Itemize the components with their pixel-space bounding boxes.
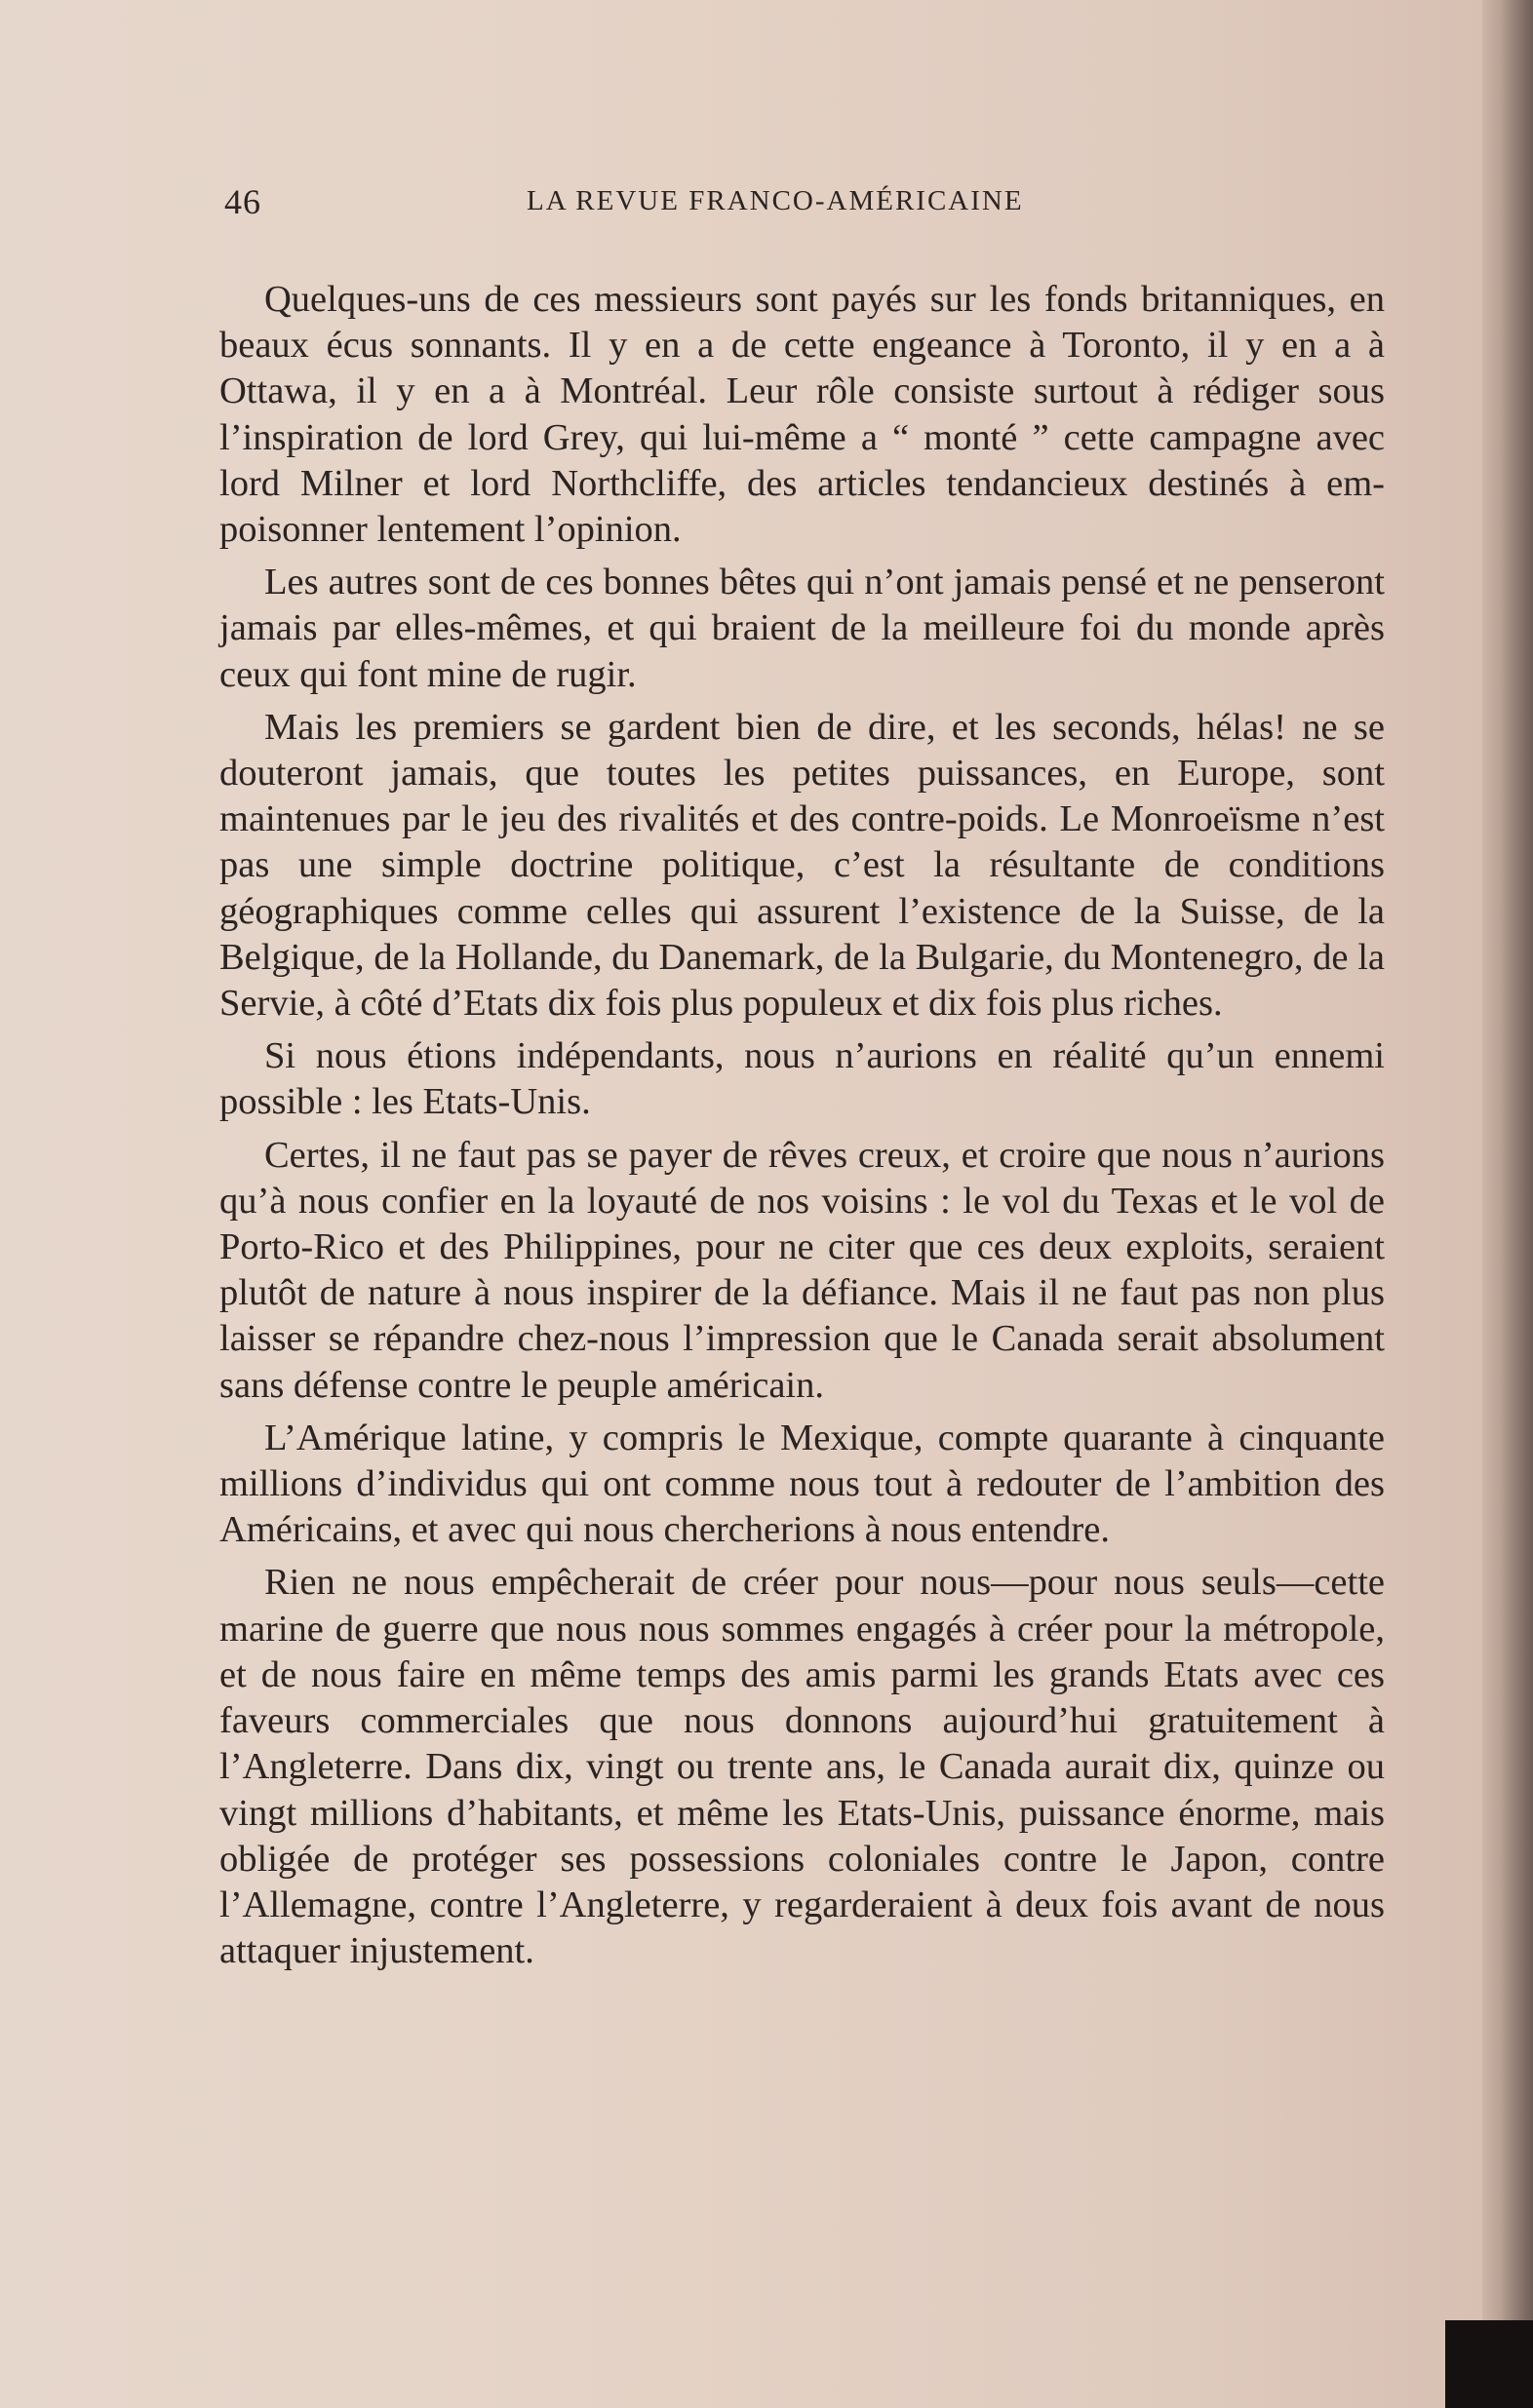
paragraph: Certes, il ne faut pas se payer de rêves creux, et croire que nous n’aurions qu’à nous confier en la loyauté de nos voisins : le vol du Texas et le vol de Porto-Rico et des Philippines, pour ne citer que ces deux exploits, seraient plutôt de nature à nous inspirer de la défiance. Mais il ne faut pas non plus laisser se répandre chez-nous l’impression que le Canada serait absolument sans défense contre le peuple américain. [219, 1134, 1385, 1406]
article-body [219, 277, 1385, 1974]
paragraph: Mais les premiers se gardent bien de dire, et les seconds, hélas! ne se douteront jamais, que toutes les petites puissances, en Europe, sont maintenues par le jeu des rivalités et des contre-poids. Le Monroeïsme n’est pas une simple doctrine politique, c’est la résultante de conditions géographiques comme celles qui assurent l’existence de la Suisse, de la Belgique, de la Hollande, du Danemark, de la Bulgarie, du Montenegro, de la Servie, à côté d’Etats dix fois plus populeux et dix fois plus riches. [219, 706, 1385, 1025]
paragraph: Quelques-uns de ces messieurs sont payés sur les fonds britanniques, en beaux écus sonnants. Il y en a de cette engeance à Toronto, il y en a à Ottawa, il y en a à Montréal. Leur rôle consiste surtout à rédiger sous l’inspiration de lord Grey, qui lui-même a “ monté ” cette campagne avec lord Milner et lord Northcliffe, des articles tendancieux destinés à empoisonner lentement l’opinion. [219, 279, 1385, 551]
paragraph: Si nous étions indépendants, nous n’aurions en réalité qu’un ennemi possible : les Etats-Unis. [219, 1035, 1385, 1123]
paragraph: L’Amérique latine, y compris le Mexique, compte quarante à cinquante millions d’individus qui ont comme nous tout à redouter de l’ambition des Américains, et avec qui nous chercherions à nous entendre. [219, 1417, 1385, 1551]
page-gutter-shadow [1482, 0, 1533, 2408]
running-title: LA REVUE FRANCO-AMÉRICAINE [527, 185, 1024, 216]
paragraph: Rien ne nous empêcherait de créer pour nous—pour nous seuls—cette marine de guerre que nous nous sommes engagés à créer pour la métropole, et de nous faire en même temps des amis parmi les grands Etats avec ces faveurs commerciales que nous donnons aujourd’hui gratuitement à l’Angleterre. Dans dix, vingt ou trente ans, le Canada aurait dix, quinze ou vingt millions d’habitants, et même les Etats-Unis, puissance énorme, mais obligée de protéger ses possessions coloniales contre le Japon, contre l’Allemagne, contre l’Angleterre, y regarderaient à deux fois avant de nous attaquer injustement. [219, 1562, 1385, 1972]
page-header [224, 181, 1385, 224]
paragraph: Les autres sont de ces bonnes bêtes qui n’ont jamais pensé et ne penseront jamais par elles-mêmes, et qui braient de la meilleure foi du monde après ceux qui font mine de rugir. [219, 562, 1385, 695]
scan-edge-shadow [1445, 2320, 1533, 2408]
page-number: 46 [224, 182, 261, 221]
